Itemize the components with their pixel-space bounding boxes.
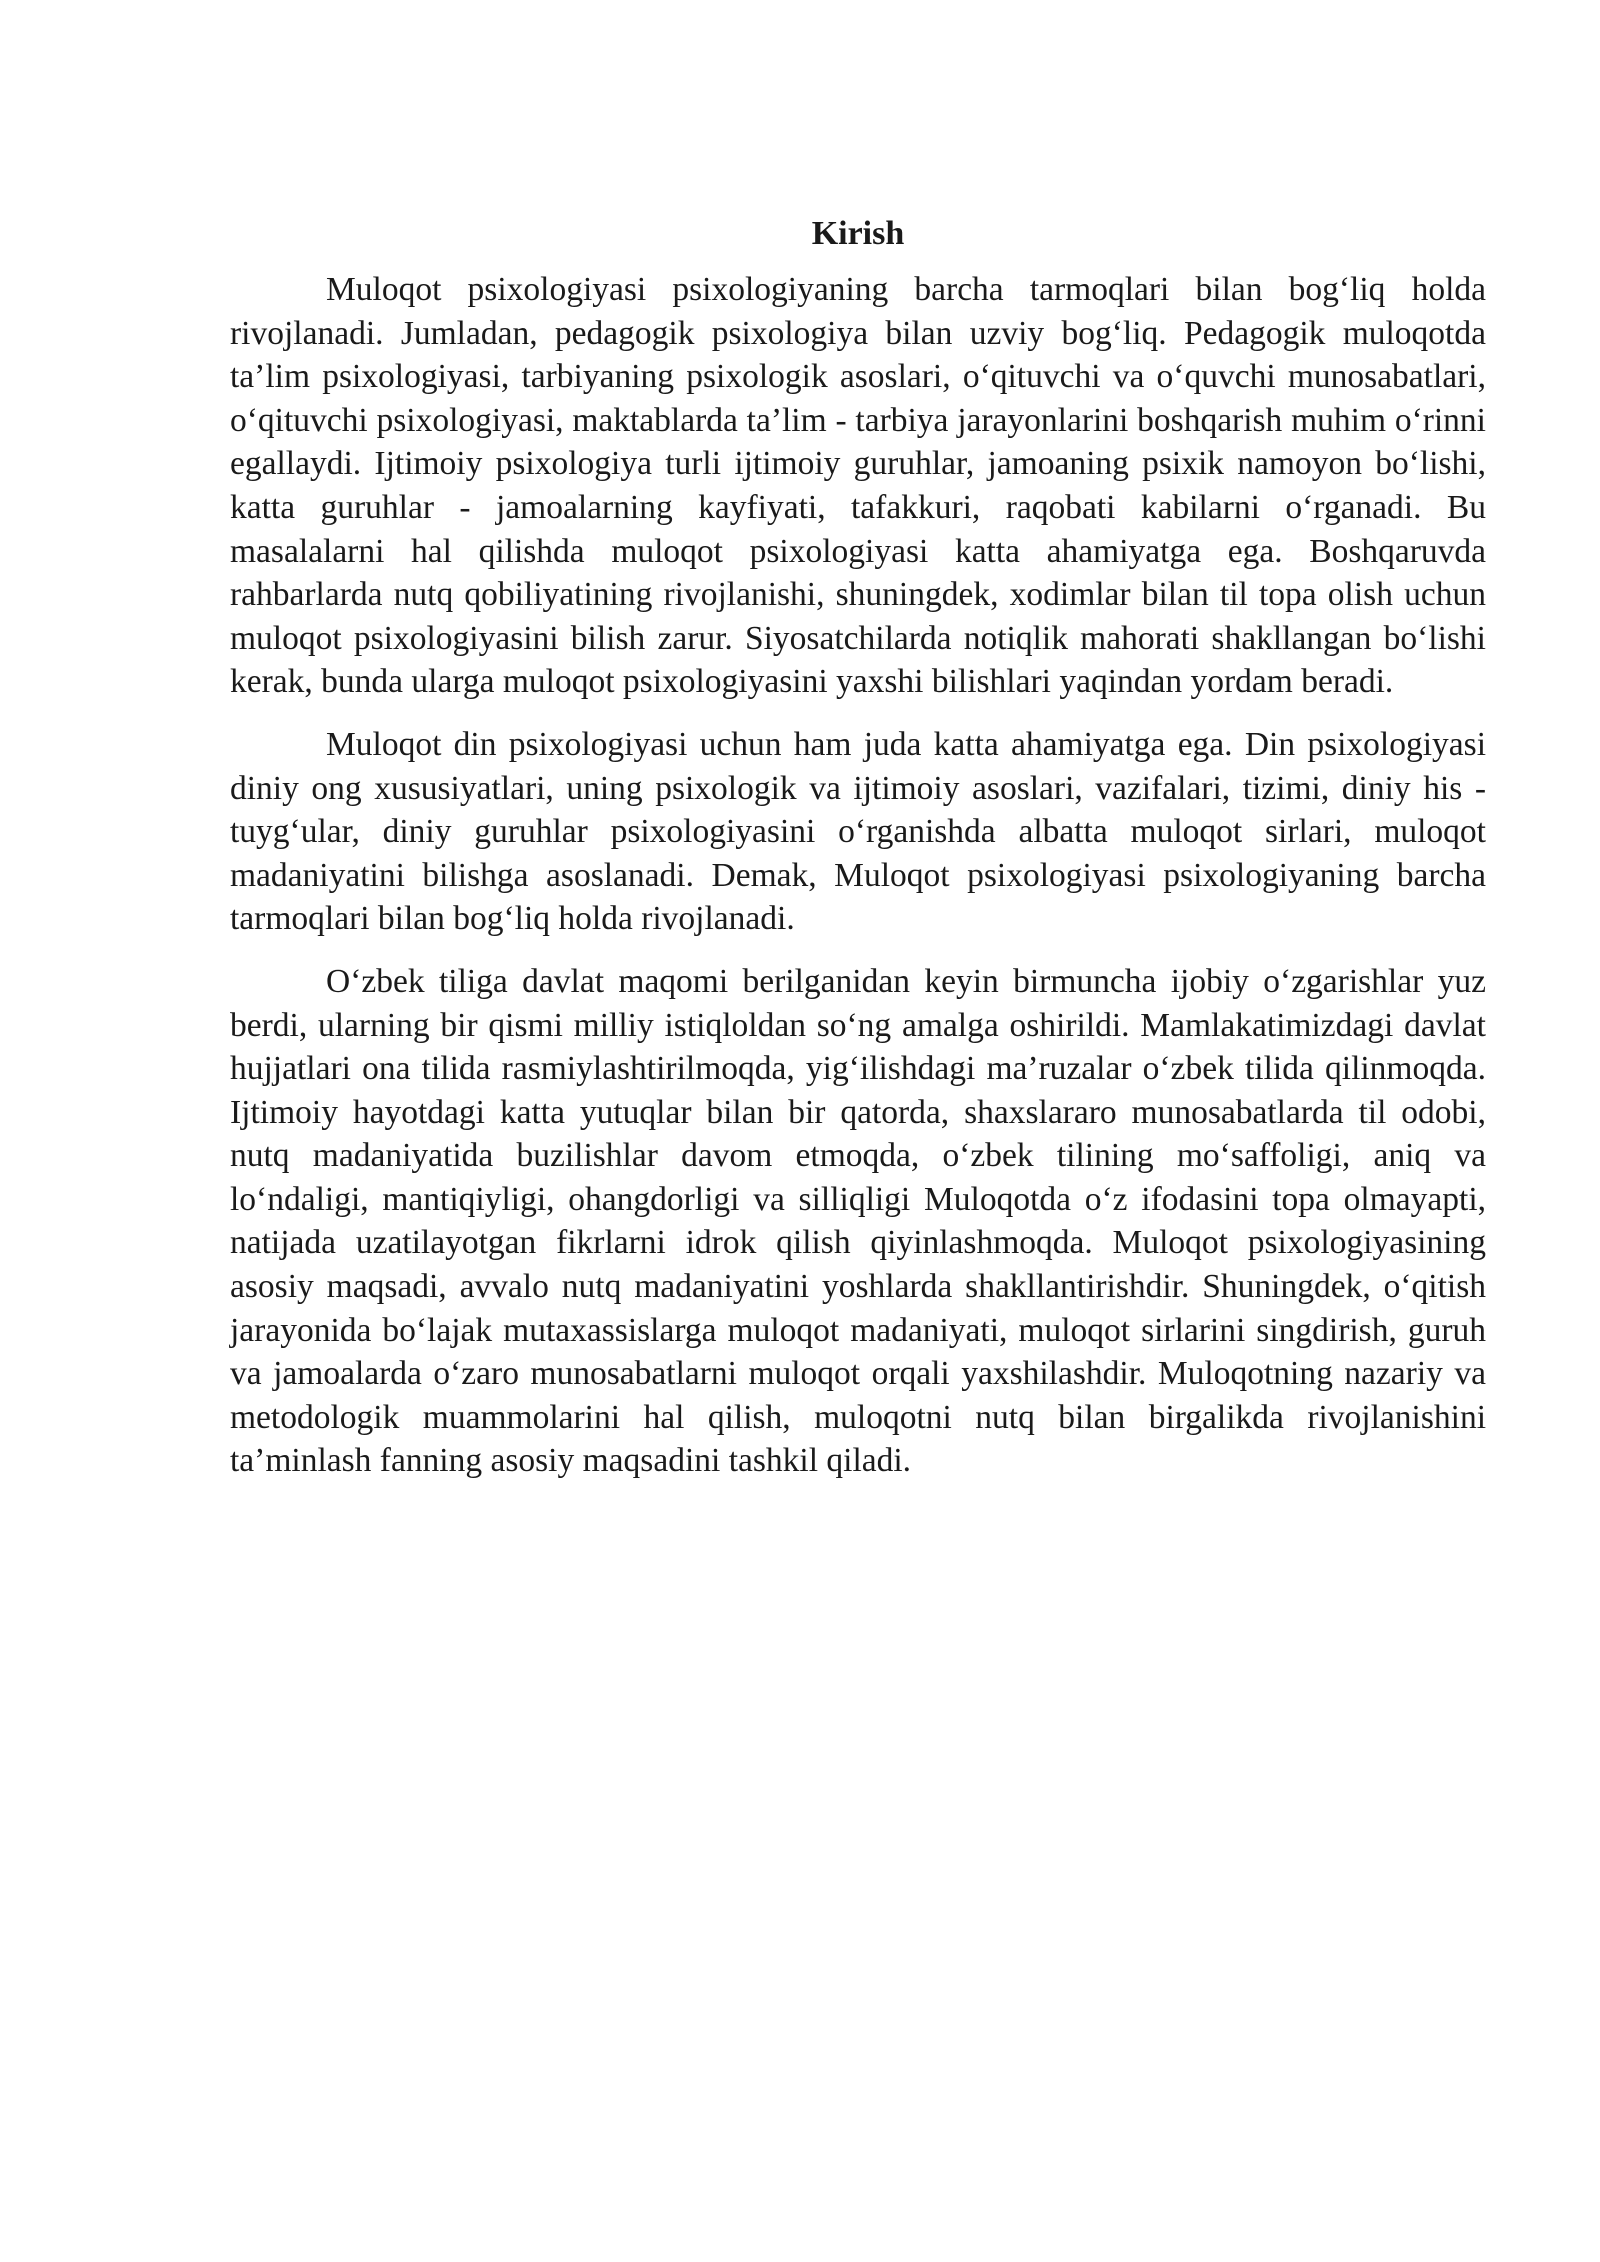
document-title: Kirish: [811, 215, 905, 252]
paragraph-1: Muloqot psixologiyasi psixologiyaning barcha tarmoqlari bilan bog‘liq holda rivojlanadi. Jumladan, pedagogik psixologiya bilan uzviy bog‘liq. Pedagogik muloqotda ta’lim psixologiyasi, tarbiyaning psixologik asoslari, o‘qituvchi va o‘quvchi munosabatlari, o‘qituvchi psixologiyasi, maktablarda ta’lim - tarbiya jarayonlarini boshqarish muhim o‘rinni egallaydi. Ijtimoiy psixologiya turli ijtimoiy guruhlar, jamoaning psixik namoyon bo‘lishi, katta guruhlar - jamoalarning kayfiyati, tafakkuri, raqobati kabilarni o‘rganadi. Bu masalalarni hal qilishda muloqot psixologiyasi katta ahamiyatga ega. Boshqaruvda rahbarlarda nutq qobiliyatining rivojlanishi, shuningdek, xodimlar bilan til topa olish uchun muloqot psixologiyasini bilish zarur. Siyosatchilarda notiqlik mahorati shakllangan bo‘lishi kerak, bunda ularga muloqot psixologiyasini yaxshi bilishlari yaqindan yordam beradi.: [230, 271, 1486, 701]
paragraph-2: Muloqot din psixologiyasi uchun ham juda katta ahamiyatga ega. Din psixologiyasi diniy ong xususiyatlari, uning psixologik va ijtimoiy asoslari, vazifalari, tizimi, diniy his - tuyg‘ular, diniy guruhlar psixologiyasini o‘rganishda albatta muloqot sirlari, muloqot madaniyatini bilishga asoslanadi. Demak, Muloqot psixologiyasi psixologiyaning barcha tarmoqlari bilan bog‘liq holda rivojlanadi.: [230, 725, 1486, 938]
document-body: [230, 212, 1486, 1502]
paragraph-3: O‘zbek tiliga davlat maqomi berilganidan keyin birmuncha ijobiy o‘zgarishlar yuz berdi, ularning bir qismi milliy istiqloldan so‘ng amalga oshirildi. Mamlakatimizdagi davlat hujjatlari ona tilida rasmiylashtirilmoqda, yig‘ilishdagi ma’ruzalar o‘zbek tilida qilinmoqda. Ijtimoiy hayotdagi katta yutuqlar bilan bir qatorda, shaxslararo munosabatlarda til odobi, nutq madaniyatida buzilishlar davom etmoqda, o‘zbek tilining mo‘saffoligi, aniq va lo‘ndaligi, mantiqiyligi, ohangdorligi va silliqligi Muloqotda o‘z ifodasini topa olmayapti, natijada uzatilayotgan fikrlarni idrok qilish qiyinlashmoqda. Muloqot psixologiyasining asosiy maqsadi, avvalo nutq madaniyatini yoshlarda shakllantirishdir. Shuningdek, o‘qitish jarayonida bo‘lajak mutaxassislarga muloqot madaniyati, muloqot sirlarini singdirish, guruh va jamoalarda o‘zaro munosabatlarni muloqot orqali yaxshilashdir. Muloqotning nazariy va metodologik muammolarini hal qilish, muloqotni nutq bilan birgalikda rivojlanishini ta’minlash fanning asosiy maqsadini tashkil qiladi.: [230, 962, 1486, 1480]
